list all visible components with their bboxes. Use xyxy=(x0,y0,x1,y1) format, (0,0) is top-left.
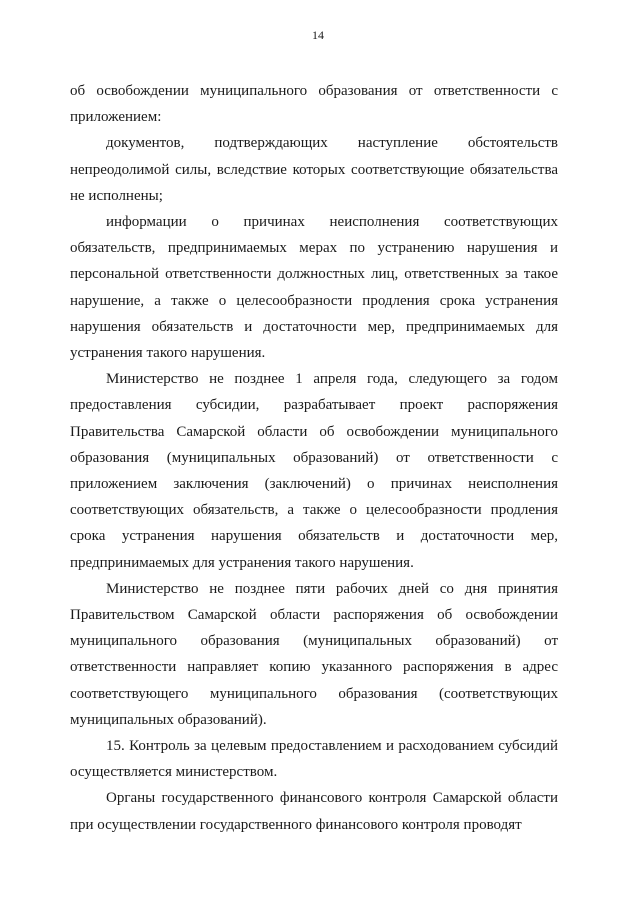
paragraph-ministry-copy: Министерство не позднее пяти рабочих дней со дня принятия Правительством Самарской области распоряжения об освобождении муниципального образования (муниципальных образований) от ответственности направляет копию указанного распоряжения в адрес соответствующего муниципального образования (соответствующих муниципальных образований). xyxy=(70,580,558,728)
paragraph-section-15: 15. Контроль за целевым предоставлением и расходованием субсидий осуществляется министерством. xyxy=(70,738,558,781)
paragraph-continuation: об освобождении муниципального образования от ответственности с приложением: xyxy=(70,83,558,126)
page-number: 14 xyxy=(312,28,324,42)
document-body xyxy=(70,78,558,838)
paragraph-information: информации о причинах неисполнения соответствующих обязательств, предпринимаемых мерах по устранению нарушения и персональной ответственности должностных лиц, ответственных за такое нарушение, а также о целесообразности продления срока устранения нарушения обязательств и достаточности мер, предпринимаемых для устранения такого нарушения. xyxy=(70,214,558,362)
paragraph-ministry-deadline: Министерство не позднее 1 апреля года, следующего за годом предоставления субсидии, разрабатывает проект распоряжения Правительства Самарской области об освобождении муниципального образования (муниципальных образований) от ответственности с приложением заключения (заключений) о причинах неисполнения соответствующих обязательств, а также о целесообразности продления срока устранения нарушения обязательств и достаточности мер, предпринимаемых для устранения такого нарушения. xyxy=(70,371,558,571)
paragraph-financial-control: Органы государственного финансового контроля Самарской области при осуществлении государственного финансового контроля проводят xyxy=(70,790,558,833)
paragraph-documents: документов, подтверждающих наступление обстоятельств непреодолимой силы, вследствие которых соответствующие обязательства не исполнены; xyxy=(70,135,558,204)
